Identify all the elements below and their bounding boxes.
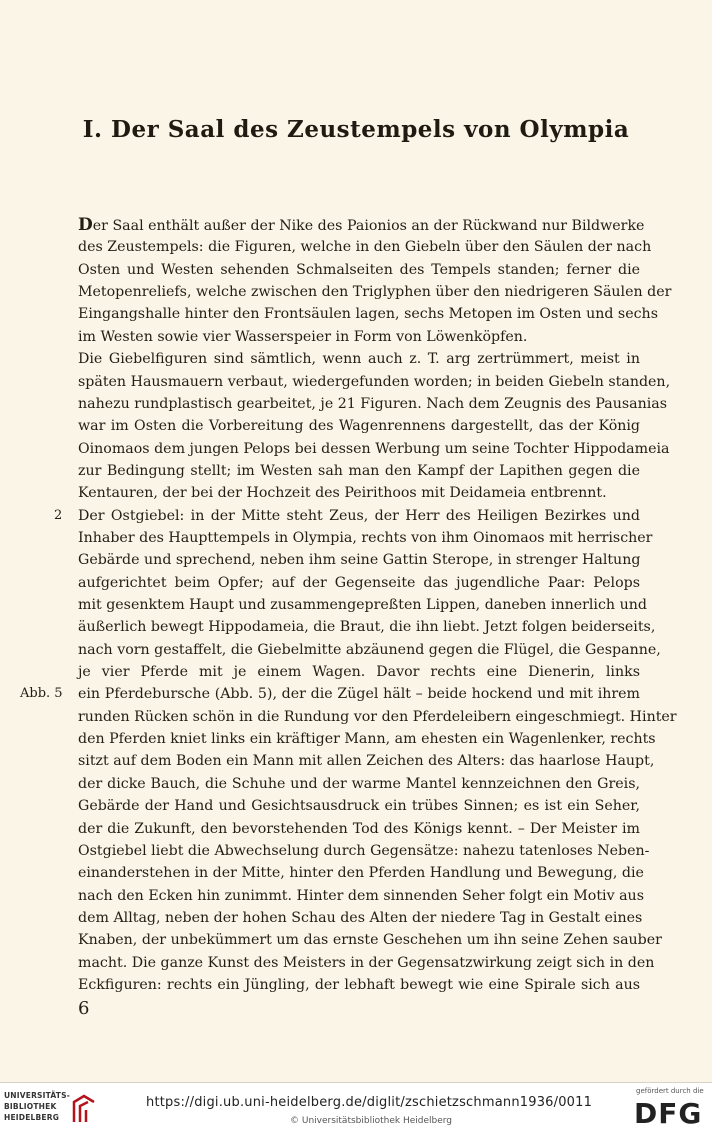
- text-line: [78, 326, 640, 348]
- library-name-line-1: UNIVERSITÄTS-: [4, 1091, 71, 1100]
- library-name-line-3: HEIDELBERG: [4, 1113, 60, 1122]
- text-line: [78, 661, 640, 683]
- text-line-content: Eckfiguren: rechts ein Jüngling, der lebhaft bewegt wie eine Spirale sich aus: [78, 976, 640, 993]
- text-line-content: Knaben, der unbekümmert um das ernste Geschehen um ihn seine Zehen sauber: [78, 932, 662, 949]
- text-line: [78, 438, 670, 460]
- text-line: [78, 259, 640, 281]
- text-line: [78, 929, 662, 951]
- text-line: [78, 683, 640, 705]
- text-line: [78, 303, 658, 325]
- permalink-url[interactable]: https://digi.ub.uni-heidelberg.de/diglit/zschietzschmann1936/0011: [146, 1095, 593, 1110]
- text-line-content: späten Hausmauern verbaut, wiedergefunden worden; in beiden Giebeln standen,: [78, 373, 671, 390]
- text-line-content: äußerlich bewegt Hippodameia, die Braut, die ihn liebt. Jetzt folgen beiderseits,: [78, 619, 656, 636]
- text-line-content: er Saal enthält außer der Nike des Paionios an der Rückwand nur Bildwerke: [92, 218, 645, 234]
- drop-cap: D: [78, 215, 93, 235]
- dfg-logo: DFG: [634, 1097, 703, 1130]
- text-line: [78, 907, 643, 929]
- text-line: [78, 750, 655, 772]
- text-line-content: den Pferden kniet links ein kräftiger Mann, am ehesten ein Wagenlenker, rechts: [78, 731, 656, 748]
- text-line: [78, 281, 672, 303]
- text-line: [78, 415, 640, 437]
- text-line: [78, 862, 644, 884]
- text-line: [78, 236, 652, 258]
- text-line-content: je vier Pferde mit je einem Wagen. Davor rechts eine Dienerin, links: [78, 664, 640, 680]
- margin-marker-figure-ref: Abb. 5: [20, 686, 63, 702]
- library-logo[interactable]: [4, 1091, 104, 1129]
- text-line-content: im Westen sowie vier Wasserspeier in Form von Löwenköpfen.: [78, 328, 528, 345]
- text-line-content: Ostgiebel liebt die Abwechselung durch Gegensätze: nahezu tatenloses Neben-: [78, 842, 650, 859]
- text-line-content: Inhaber des Haupttempels in Olympia, rechts von ihm Oinomaos mit herrischer: [78, 529, 653, 546]
- text-line-content: Osten und Westen sehenden Schmalseiten des Tempels standen; ferner die: [78, 261, 640, 278]
- text-line: [78, 527, 653, 549]
- text-line: [78, 795, 640, 817]
- text-line: [78, 818, 640, 840]
- text-line: [78, 974, 640, 996]
- text-line: [78, 460, 640, 482]
- text-line-content: Metopenreliefs, welche zwischen den Triglyphen über den niedrigeren Säulen der: [78, 284, 672, 301]
- text-line: [78, 952, 655, 974]
- text-line-content: war im Osten die Vorbereitung des Wagenrennens dargestellt, das der König: [78, 418, 640, 435]
- text-line-content: ein Pferdebursche (Abb. 5), der die Zügel hält – beide hockend und mit ihrem: [78, 686, 640, 703]
- text-line: [78, 371, 671, 393]
- text-line: [78, 728, 656, 750]
- text-line-content: des Zeustempels: die Figuren, welche in den Giebeln über den Säulen der nach: [78, 239, 652, 256]
- library-name-line-2: BIBLIOTHEK: [4, 1102, 57, 1111]
- text-line-content: zur Bedingung stellt; im Westen sah man den Kampf der Lapithen gegen die: [78, 462, 640, 479]
- text-line-content: der dicke Bauch, die Schuhe und der warme Mantel kennzeichnen den Greis,: [78, 775, 640, 792]
- text-line-content: Der Ostgiebel: in der Mitte steht Zeus, der Herr des Heiligen Bezirkes und: [78, 507, 640, 524]
- dfg-sponsor[interactable]: [618, 1087, 708, 1131]
- page-number: 6: [78, 998, 90, 1019]
- text-line-content: nahezu rundplastisch gearbeitet, je 21 Figuren. Nach dem Zeugnis des Pausanias: [78, 395, 667, 412]
- text-line-content: sitzt auf dem Boden ein Mann mit allen Zeichen des Alters: das haarlose Haupt,: [78, 753, 655, 770]
- text-line-content: nach vorn gestaffelt, die Giebelmitte abzäunend gegen die Flügel, die Gespanne,: [78, 641, 661, 658]
- text-line: [78, 348, 640, 370]
- text-line-content: Die Giebelfiguren sind sämtlich, wenn auch z. T. arg zertrümmert, meist in: [78, 351, 640, 368]
- text-line-content: mit gesenktem Haupt und zusammengepreßten Lippen, daneben innerlich und: [78, 597, 647, 613]
- copyright-notice: © Universitätsbibliothek Heidelberg: [290, 1116, 453, 1126]
- margin-marker-number: 2: [54, 507, 63, 523]
- text-line-content: Gebärde und sprechend, neben ihm seine Gattin Sterope, in strenger Haltung: [78, 552, 641, 569]
- dfg-note: gefördert durch die: [636, 1087, 704, 1095]
- library-emblem-icon: [70, 1092, 98, 1130]
- text-line: [78, 572, 640, 594]
- text-line: [78, 594, 647, 616]
- chapter-title: I. Der Saal des Zeustempels von Olympia: [82, 116, 630, 143]
- text-line: [78, 885, 644, 907]
- text-line: [78, 482, 640, 504]
- text-line: [78, 505, 640, 527]
- text-line-content: nach den Ecken hin zunimmt. Hinter dem sinnenden Seher folgt ein Motiv aus: [78, 887, 644, 904]
- text-line-content: Oinomaos dem jungen Pelops bei dessen Werbung um seine Tochter Hippodameia: [78, 440, 670, 457]
- text-line: [78, 214, 645, 236]
- text-line-content: dem Alltag, neben der hohen Schau des Alten der niedere Tag in Gestalt eines: [78, 909, 643, 926]
- text-line-content: Kentauren, der bei der Hochzeit des Peirithoos mit Deidameia entbrennt.: [78, 485, 607, 502]
- text-line: [78, 773, 640, 795]
- text-line: [78, 549, 640, 571]
- text-line-content: Eingangshalle hinter den Frontsäulen lagen, sechs Metopen im Osten und sechs: [78, 306, 658, 323]
- text-line: [78, 706, 677, 728]
- text-line-content: aufgerichtet beim Opfer; auf der Gegenseite das jugendliche Paar: Pelops: [78, 574, 640, 591]
- text-line-content: Gebärde der Hand und Gesichtsausdruck ein trübes Sinnen; es ist ein Seher,: [78, 798, 640, 815]
- text-line-content: runden Rücken schön in die Rundung vor den Pferdeleibern eingeschmiegt. Hinter: [78, 708, 677, 725]
- text-line-content: der die Zukunft, den bevorstehenden Tod des Königs kennt. – Der Meister im: [78, 820, 640, 837]
- text-line: [78, 393, 667, 415]
- text-line: [78, 639, 661, 661]
- text-line-content: einanderstehen in der Mitte, hinter den Pferden Handlung und Bewegung, die: [78, 865, 644, 882]
- text-line: [78, 840, 650, 862]
- viewer-footer: [0, 1082, 712, 1135]
- text-line: [78, 616, 656, 638]
- text-line-content: macht. Die ganze Kunst des Meisters in der Gegensatzwirkung zeigt sich in den: [78, 954, 655, 971]
